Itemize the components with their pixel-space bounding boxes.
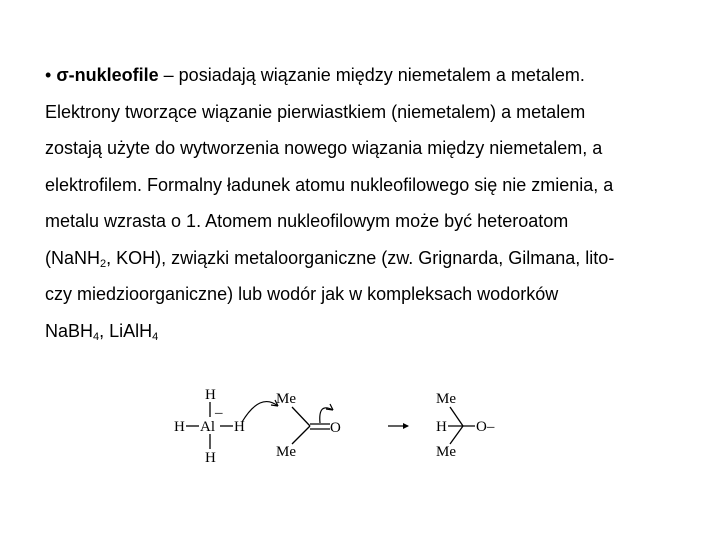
atom-h-left: H [174,419,185,435]
atom-h-right: H [234,419,245,435]
bond-c-me-bottom [292,426,310,444]
bond-product-me-bottom [450,426,463,444]
bond-product-me-top [450,407,463,426]
curved-arrow-head-2 [326,404,333,410]
definition-line-1 [45,57,685,94]
definition-line-3: zostają użyte do wytworzenia nowego wiązania między niemetalem, a [45,138,603,158]
atom-o: O [330,420,341,436]
definition-line-6 [45,240,685,277]
atom-h-bottom: H [205,450,216,466]
product-h: H [436,419,447,435]
term-dash: – [158,65,179,85]
reactant-ketone [276,391,341,460]
product-me-bottom: Me [436,444,456,460]
product-o-minus: O– [476,419,495,435]
product-alkoxide [436,391,495,460]
bond-c-me-top [292,407,310,426]
definition-line-1-text: posiadają wiązanie między niemetalem a metalem. [178,65,585,85]
reactant-aluminum-hydride [174,387,245,466]
reaction-scheme [160,372,540,472]
definition-line-8 [45,313,685,350]
definition-paragraph [45,57,685,349]
definition-line-4: elektrofilem. Formalny ładunek atomu nukleofilowego się nie zmienia, a [45,174,614,195]
reaction-arrow-head [403,423,409,429]
charge-minus: – [215,405,223,421]
definition-line-5: metalu wzrasta o 1. Atomem nukleofilowym może być heteroatom [45,211,569,231]
definition-line-2: Elektrony tworzące wiązanie pierwiastkiem (niemetalem) a metalem [45,101,586,122]
formula-nabh-prefix: NaBH [45,320,94,341]
atom-h-top: H [205,387,216,403]
product-me-top: Me [436,391,456,407]
formula-lialh-prefix: , LiAlH [99,320,153,341]
formula-nabh-subscript: 4 [93,330,100,343]
definition-line-7: czy miedzioorganiczne) lub wodór jak w kompleksach wodorków [45,284,559,304]
formula-lialh-subscript: 4 [152,330,159,343]
term-sigma-nucleophiles: σ-nukleofile [56,65,159,85]
definition-line-6-text: , KOH), związki metaloorganiczne (zw. Grignarda, Gilmana, lito- [106,247,615,268]
atom-me-top: Me [276,391,296,407]
curved-arrow-hydride [242,402,278,422]
formula-nanh-prefix: (NaNH [45,247,101,268]
atom-al: Al [200,419,215,435]
atom-me-bottom: Me [276,444,296,460]
bullet: • [45,65,52,85]
formula-nanh-subscript: 2 [100,257,107,270]
